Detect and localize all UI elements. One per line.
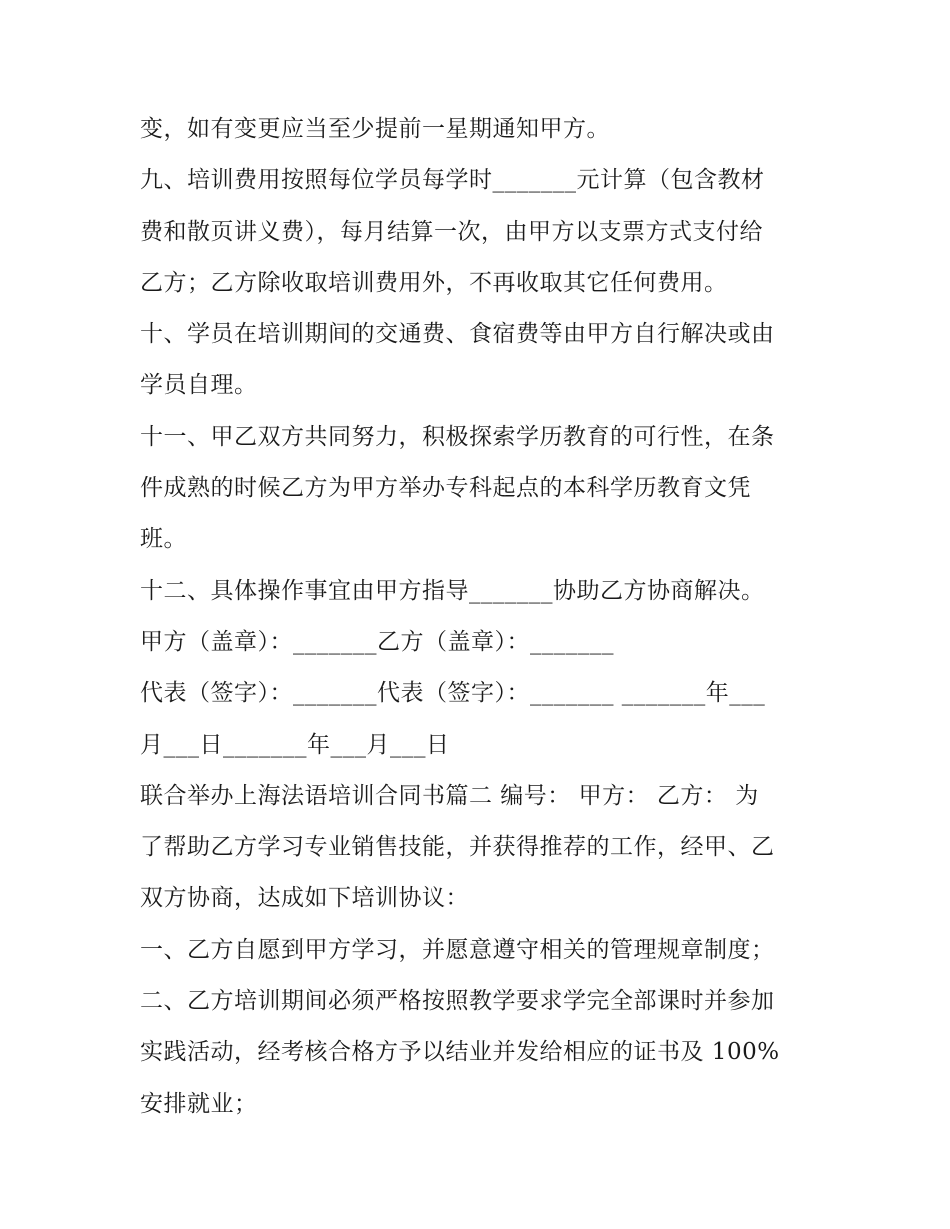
- text-line: 十、学员在培训期间的交通费、食宿费等由甲方自行解决或由: [140, 321, 775, 348]
- text-line: 了帮助乙方学习专业销售技能，并获得推荐的工作，经甲、乙: [140, 834, 775, 861]
- text-line: 十二、具体操作事宜由甲方指导_______协助乙方协商解决。: [140, 577, 765, 604]
- text-line: 件成熟的时候乙方为甲方举办专科起点的本科学历教育文凭: [140, 475, 751, 502]
- text-line: 乙方；乙方除收取培训费用外，不再收取其它任何费用。: [140, 269, 728, 296]
- text-line: 十一、甲乙双方共同努力，积极探索学历教育的可行性，在条: [140, 423, 775, 450]
- text-line: 九、培训费用按照每位学员每学时_______元计算（包含教材: [140, 167, 765, 194]
- text-line: 变，如有变更应当至少提前一星期通知甲方。: [140, 116, 610, 142]
- text-line: 实践活动，经考核合格方予以结业并发给相应的证书及 100%: [140, 1039, 780, 1066]
- text-line: 学员自理。: [140, 372, 258, 399]
- text-line: 一、乙方自愿到甲方学习，并愿意遵守相关的管理规章制度；: [140, 936, 775, 963]
- text-line: 双方协商，达成如下培训协议：: [140, 885, 469, 912]
- section-heading-line: 联合举办上海法语培训合同书篇二 编号： 甲方： 乙方： 为: [140, 782, 759, 809]
- date-line: 月___日_______年___月___日: [140, 731, 450, 758]
- contract-text: [140, 104, 820, 1130]
- text-line: 班。: [140, 526, 187, 553]
- text-line: 二、乙方培训期间必须严格按照教学要求学完全部课时并参加: [140, 988, 775, 1015]
- signature-line: 甲方（盖章）：_______乙方（盖章）：_______: [140, 628, 614, 655]
- text-line: 费和散页讲义费），每月结算一次，由甲方以支票方式支付给: [140, 218, 763, 245]
- signature-line: 代表（签字）：_______代表（签字）：_______ _______年___: [140, 680, 766, 707]
- text-line: 安排就业；: [140, 1090, 258, 1117]
